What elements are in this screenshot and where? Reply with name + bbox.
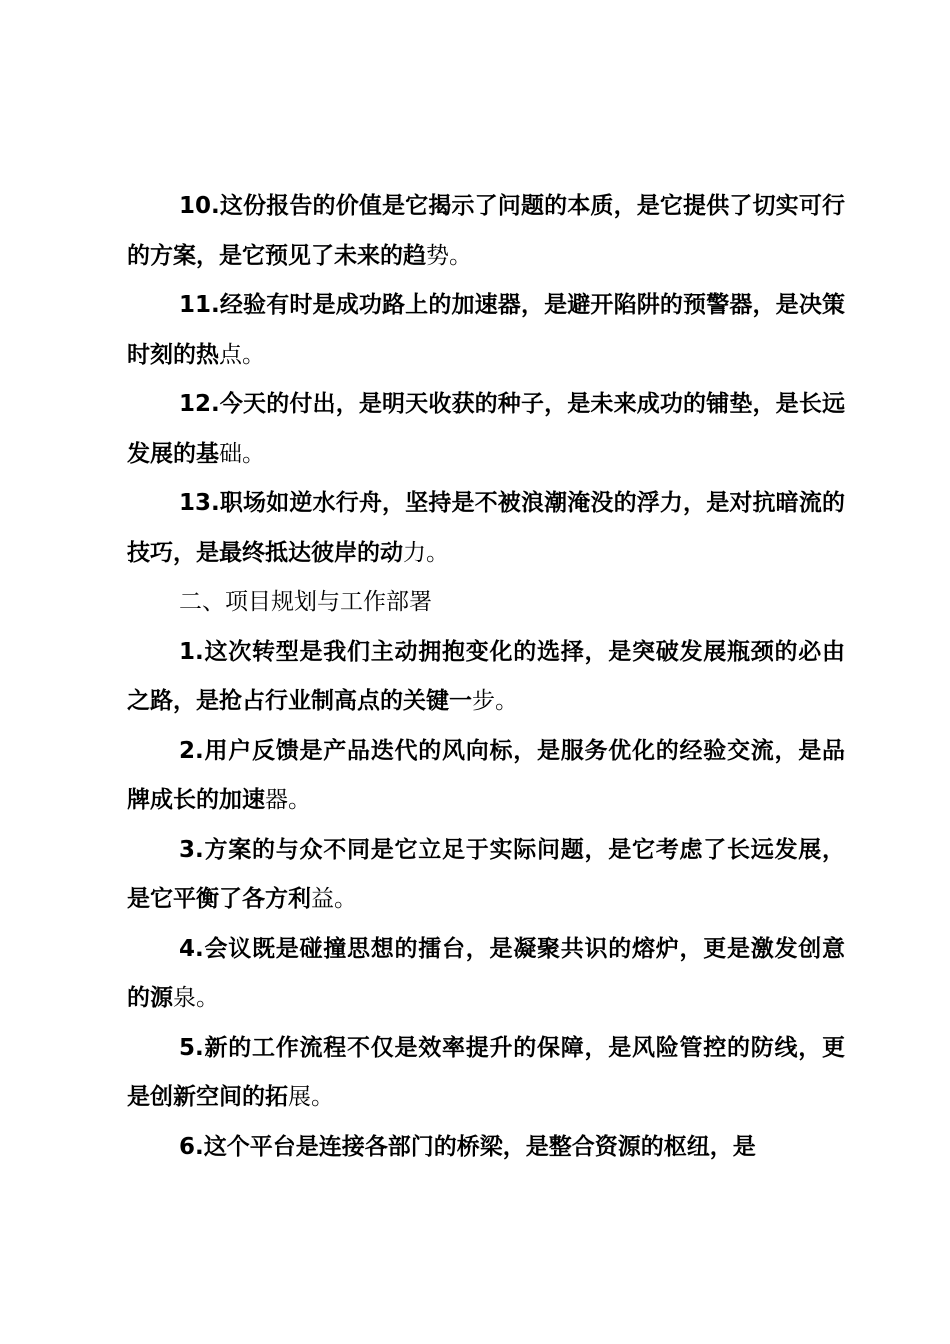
list-item-1: [127, 628, 845, 727]
item-text: 12.今天的付出，是明天收获的种子，是未来成功的铺垫，是长远发展的基: [127, 391, 845, 467]
list-item-11: [127, 281, 845, 380]
item-text-tail: 益。: [311, 886, 357, 912]
item-text-tail: 础。: [219, 440, 265, 467]
list-item-10: [127, 182, 845, 281]
document-body: [127, 182, 845, 1172]
list-item-5: [127, 1024, 845, 1123]
item-text: 11.经验有时是成功路上的加速器，是避开陷阱的预警器，是决策时刻的热: [127, 292, 845, 368]
item-text-tail: 力。: [403, 539, 449, 566]
list-item-13: [127, 479, 845, 578]
list-item-3: [127, 826, 845, 925]
section-heading-text: 二、项目规划与工作部署: [179, 589, 432, 615]
item-text: 3.方案的与众不同是它立足于实际问题，是它考虑了长远发展，是它平衡了各方利: [127, 836, 845, 912]
item-text: 13.职场如逆水行舟，坚持是不被浪潮淹没的浮力，是对抗暗流的技巧，是最终抵达彼岸的动: [127, 490, 845, 566]
list-item-4: [127, 925, 845, 1024]
item-text-tail: 步。: [472, 688, 518, 714]
item-text: 10.这份报告的价值是它揭示了问题的本质，是它提供了切实可行的方案，是它预见了未来的趋: [127, 193, 845, 269]
item-text: 1.这次转型是我们主动拥抱变化的选择，是突破发展瓶颈的必由之路，是抢占行业制高点的关键一: [127, 638, 845, 714]
section-heading: [127, 578, 845, 628]
list-item-12: [127, 380, 845, 479]
item-text: 6.这个平台是连接各部门的桥梁，是整合资源的枢纽，是: [179, 1133, 756, 1160]
item-text-tail: 势。: [426, 242, 472, 269]
item-text: 4.会议既是碰撞思想的擂台，是凝聚共识的熔炉，更是激发创意的源: [127, 935, 845, 1011]
item-text: 2.用户反馈是产品迭代的风向标，是服务优化的经验交流，是品牌成长的加速: [127, 737, 845, 813]
item-text: 5.新的工作流程不仅是效率提升的保障，是风险管控的防线，更是创新空间的拓: [127, 1034, 845, 1110]
item-text-tail: 器。: [265, 787, 311, 813]
list-item-6: [127, 1123, 845, 1173]
list-item-2: [127, 727, 845, 826]
item-text-tail: 泉。: [173, 985, 219, 1011]
item-text-tail: 展。: [288, 1084, 334, 1110]
item-text-tail: 点。: [219, 341, 265, 368]
